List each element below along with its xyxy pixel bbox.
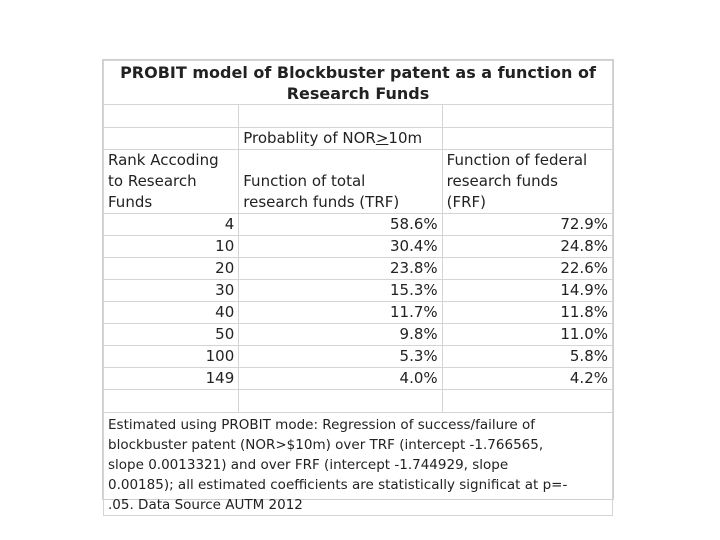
table-row	[104, 214, 613, 236]
trf-header-line: Function of total	[243, 172, 366, 190]
table-row	[104, 280, 613, 302]
frf-cell: 72.9%	[442, 214, 612, 236]
frf-cell: 4.2%	[442, 368, 612, 390]
rank-header-line: Funds	[108, 193, 153, 211]
probability-header	[239, 128, 442, 150]
frf-cell: 11.8%	[442, 302, 612, 324]
blank-cell	[104, 105, 239, 128]
footnote-line: blockbuster patent (NOR>$10m) over TRF (intercept -1.766565,	[108, 437, 544, 453]
frf-header-line: Function of federal	[446, 151, 588, 169]
rank-header-line: Rank Accoding	[108, 151, 219, 169]
rank-cell: 40	[104, 302, 239, 324]
table-row	[104, 236, 613, 258]
rank-header	[104, 150, 239, 214]
table-row	[104, 368, 613, 390]
blank-row	[104, 105, 613, 128]
probit-table-sheet	[102, 59, 614, 513]
frf-cell: 24.8%	[442, 236, 612, 258]
blank-cell	[442, 128, 612, 150]
blank-row	[104, 390, 613, 413]
blank-cell	[442, 390, 612, 413]
title-row	[104, 61, 613, 105]
trf-cell: 11.7%	[239, 302, 442, 324]
table-row	[104, 258, 613, 280]
footnote-line: slope 0.0013321) and over FRF (intercept -1.744929, slope	[108, 457, 509, 473]
probit-table	[103, 60, 613, 516]
rank-cell: 50	[104, 324, 239, 346]
blank-cell	[104, 128, 239, 150]
frf-header	[442, 150, 612, 214]
trf-cell: 4.0%	[239, 368, 442, 390]
probability-header-text: Probablity of NOR	[243, 129, 376, 147]
trf-header	[239, 150, 442, 214]
trf-cell: 15.3%	[239, 280, 442, 302]
rank-cell: 149	[104, 368, 239, 390]
rank-cell: 30	[104, 280, 239, 302]
frf-cell: 11.0%	[442, 324, 612, 346]
frf-cell: 5.8%	[442, 346, 612, 368]
footnote-line: Estimated using PROBIT mode: Regression of success/failure of	[108, 417, 536, 433]
probability-header-symbol: >	[375, 129, 389, 147]
rank-cell: 10	[104, 236, 239, 258]
rank-cell: 100	[104, 346, 239, 368]
title-line-1: PROBIT model of Blockbuster patent as a function of	[120, 63, 596, 82]
title-line-2: Research Funds	[286, 84, 430, 103]
table-row	[104, 324, 613, 346]
note-row	[104, 413, 613, 516]
trf-cell: 5.3%	[239, 346, 442, 368]
blank-cell	[239, 390, 442, 413]
rank-cell: 4	[104, 214, 239, 236]
trf-cell: 9.8%	[239, 324, 442, 346]
frf-cell: 22.6%	[442, 258, 612, 280]
trf-cell: 30.4%	[239, 236, 442, 258]
rank-cell: 20	[104, 258, 239, 280]
trf-cell: 58.6%	[239, 214, 442, 236]
blank-cell	[239, 105, 442, 128]
footnote-line: .05. Data Source AUTM 2012	[108, 497, 303, 513]
table-title	[104, 61, 613, 105]
frf-header-line: research funds	[446, 172, 558, 190]
trf-cell: 23.8%	[239, 258, 442, 280]
column-header-row	[104, 150, 613, 214]
frf-header-line: (FRF)	[446, 193, 487, 211]
footnote-line: 0.00185); all estimated coefficients are statistically significat at p=-	[108, 477, 568, 493]
blank-cell	[104, 390, 239, 413]
trf-header-line: research funds (TRF)	[243, 193, 400, 211]
table-row	[104, 302, 613, 324]
blank-cell	[442, 105, 612, 128]
table-footnote	[104, 413, 613, 516]
probability-header-row	[104, 128, 613, 150]
table-row	[104, 346, 613, 368]
probability-header-threshold: 10m	[388, 129, 423, 147]
rank-header-line: to Research	[108, 172, 197, 190]
frf-cell: 14.9%	[442, 280, 612, 302]
